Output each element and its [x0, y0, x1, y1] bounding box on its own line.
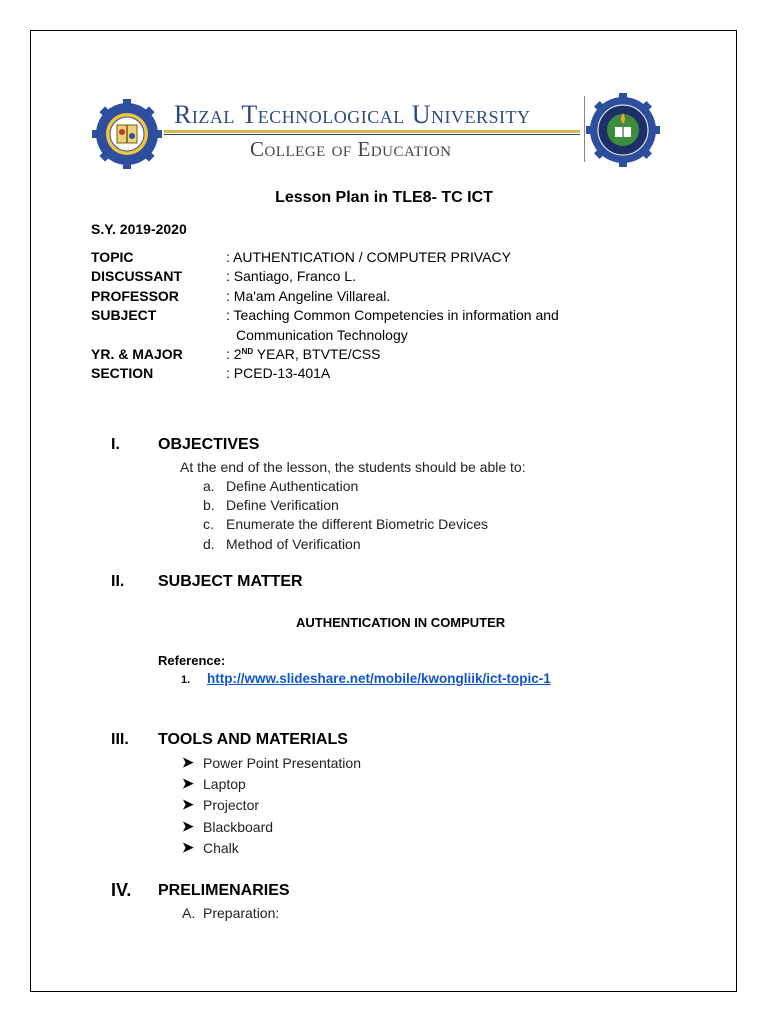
section-3-title: TOOLS AND MATERIALS	[158, 731, 348, 748]
objective-item: Enumerate the different Biometric Devices	[226, 516, 488, 532]
college-seal-icon	[586, 93, 660, 167]
tool-item: Projector	[203, 797, 260, 813]
arrow-bullet-icon: ➤	[182, 839, 194, 855]
reference-link[interactable]: http://www.slideshare.net/mobile/kwongliik/ict-topic-1	[207, 671, 551, 686]
section-label: SECTION	[91, 365, 154, 381]
reference-label: Reference:	[158, 653, 226, 668]
section-1-number: I.	[111, 436, 120, 453]
subject-value-line2: Communication Technology	[236, 327, 408, 343]
tool-item: Power Point Presentation	[203, 755, 361, 771]
professor-label: PROFESSOR	[91, 288, 179, 304]
prelim-item: Preparation:	[203, 905, 280, 921]
objective-marker: c.	[203, 516, 214, 532]
section-1-title: OBJECTIVES	[158, 436, 260, 453]
tool-item: Chalk	[203, 840, 239, 856]
page-title: Lesson Plan in TLE8- TC ICT	[275, 189, 493, 206]
yr-major-value: : 2ND YEAR, BTVTE/CSS	[226, 346, 381, 362]
objective-marker: b.	[203, 497, 215, 513]
professor-value: : Ma'am Angeline Villareal.	[226, 288, 391, 304]
header-divider-thin	[164, 134, 580, 135]
prelim-marker: A.	[182, 905, 196, 921]
section-2-number: II.	[111, 573, 125, 590]
objective-item: Define Authentication	[226, 478, 359, 494]
yr-superscript: ND	[241, 347, 254, 356]
section-4-number: IV.	[111, 880, 132, 900]
section-3-number: III.	[111, 731, 129, 748]
discussant-value: : Santiago, Franco L.	[226, 268, 356, 284]
section-2-title: SUBJECT MATTER	[158, 573, 303, 590]
arrow-bullet-icon: ➤	[182, 775, 194, 791]
subject-label: SUBJECT	[91, 307, 157, 323]
arrow-bullet-icon: ➤	[182, 754, 194, 770]
arrow-bullet-icon: ➤	[182, 818, 194, 834]
objective-item: Define Verification	[226, 497, 339, 513]
objective-marker: d.	[203, 536, 215, 552]
tool-item: Laptop	[203, 776, 246, 792]
subject-value-line1: : Teaching Common Competencies in information and	[226, 307, 559, 323]
subject-matter-subtitle: AUTHENTICATION IN COMPUTER	[296, 615, 506, 630]
header-divider	[164, 130, 580, 133]
page-border	[30, 30, 737, 992]
university-name: Rizal Technological University	[174, 100, 531, 129]
reference-marker: 1.	[181, 674, 191, 686]
discussant-label: DISCUSSANT	[91, 268, 183, 284]
school-year: S.Y. 2019-2020	[91, 221, 187, 237]
tool-item: Blackboard	[203, 819, 274, 835]
yr-major-label: YR. & MAJOR	[91, 346, 183, 362]
rtu-logo-icon	[92, 99, 162, 169]
college-name: College of Education	[250, 137, 452, 161]
objective-marker: a.	[203, 478, 215, 494]
topic-value: : AUTHENTICATION / COMPUTER PRIVACY	[226, 249, 511, 265]
header-vertical-divider	[584, 96, 585, 162]
objectives-intro: At the end of the lesson, the students should be able to:	[180, 459, 526, 475]
topic-label: TOPIC	[91, 249, 134, 265]
section-value: : PCED-13-401A	[226, 365, 331, 381]
objective-item: Method of Verification	[226, 536, 361, 552]
section-4-title: PRELIMENARIES	[158, 882, 290, 899]
arrow-bullet-icon: ➤	[182, 796, 194, 812]
